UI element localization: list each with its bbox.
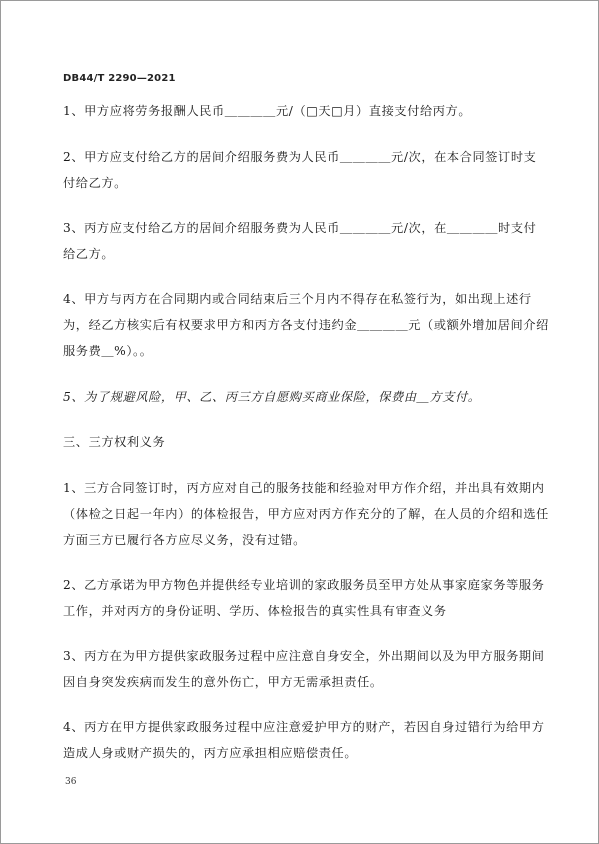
clause-3-agency-fee-c: 3、丙方应支付给乙方的居间介绍服务费为人民币＿＿＿＿元/次，在＿＿＿＿时支付给乙方。 bbox=[63, 221, 537, 261]
rights-clause-4: 4、丙方在甲方提供家政服务过程中应注意爱护甲方的财产，若因自身过错行为给甲方造成人身或财产损失的，丙方应承担相应赔偿责任。 bbox=[63, 720, 545, 760]
rights-clause-2: 2、乙方承诺为甲方物色并提供经专业培训的家政服务员至甲方处从事家庭家务等服务工作，并对丙方的身份证明、学历、体检报告的真实性具有审查义务 bbox=[63, 578, 545, 618]
clause-5-insurance: 5、为了规避风险，甲、乙、丙三方自愿购买商业保险，保费由＿方支付。 bbox=[63, 390, 481, 404]
clause-4-private-signing: 4、甲方与丙方在合同期内或合同结束后三个月内不得存在私签行为，如出现上述行为，经乙方核实后有权要求甲方和丙方各支付违约金＿＿＿＿元（或额外增加居间介绍服务费＿%）。。 bbox=[63, 292, 549, 358]
standard-code-header: DB44/T 2290—2021 bbox=[63, 73, 176, 84]
clause-2-agency-fee-a: 2、甲方应支付给乙方的居间介绍服务费为人民币＿＿＿＿元/次，在本合同签订时支付给乙方。 bbox=[63, 150, 537, 190]
rights-clause-3: 3、丙方在为甲方提供家政服务过程中应注意自身安全，外出期间以及为甲方服务期间因自身突发疾病而发生的意外伤亡，甲方无需承担责任。 bbox=[63, 649, 545, 689]
clause-1-payment-to-c: 1、甲方应将劳务报酬人民币＿＿＿＿元/（□天□月）直接支付给丙方。 bbox=[63, 104, 472, 118]
section-heading-rights-obligations: 三、三方权利义务 bbox=[63, 435, 166, 449]
page-number: 36 bbox=[65, 777, 77, 787]
rights-clause-1: 1、三方合同签订时，丙方应对自己的服务技能和经验对甲方作介绍，并出具有效期内（体检之日起一年内）的体检报告，甲方应对丙方作充分的了解，在人员的介绍和选任方面三方已履行各方应尽义务，没有过错。 bbox=[63, 481, 549, 547]
